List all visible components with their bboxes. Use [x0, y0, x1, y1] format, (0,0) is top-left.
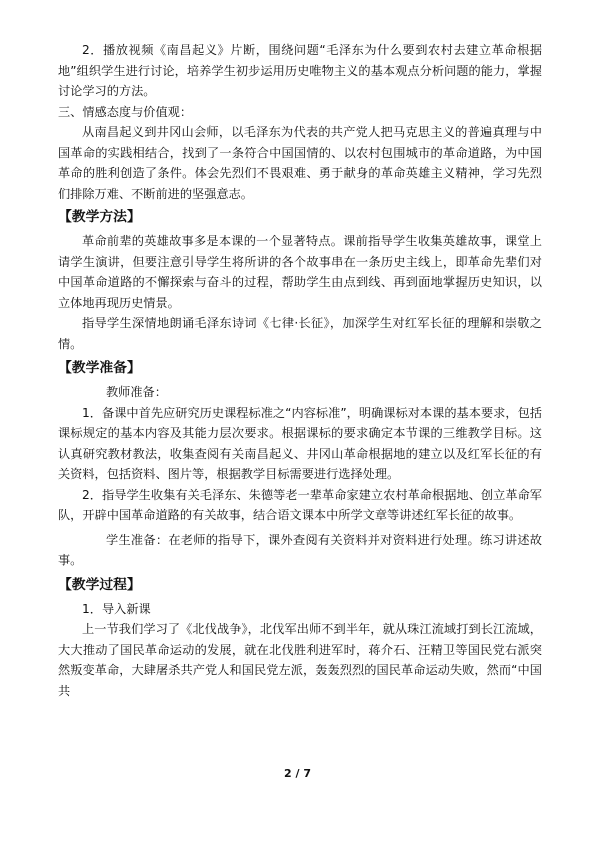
- paragraph-intro-title: 1．导入新课: [82, 601, 151, 616]
- paragraph-teacher-prep-label: 教师准备：: [106, 385, 167, 399]
- section-heading-values: 三、情感态度与价值观：: [58, 104, 193, 119]
- paragraph-student-prep: 学生准备：在老师的指导下，课外查阅有关资料并对资料进行处理。练习讲述故事。: [58, 532, 542, 567]
- page-number: 2 / 7: [284, 767, 311, 780]
- paragraph-video-discussion: 2．播放视频《南昌起义》片断，围绕问题“毛泽东为什么要到农村去建立革命根据地”组织学生进行讨论，培养学生初步运用历史唯物主义的基本观点分析问题的能力，掌握讨论学习的方法。: [58, 43, 542, 98]
- paragraph-values: 从南昌起义到井冈山会师，以毛泽东为代表的共产党人把马克思主义的普遍真理与中国革命的实践相结合，找到了一条符合中国国情的、以农村包围城市的革命道路，为中国革命的胜利创造了条件。体会先烈们不畏艰难、勇于献身的革命英雄主义精神，学习先烈们排除万难、不断前进的坚强意志。: [58, 125, 542, 201]
- paragraph-prep-standards: 1．备课中首先应研究历史课程标准之“内容标准”，明确课标对本课的基本要求，包括课标规定的基本内容及其能力层次要求。根据课标的要求确定本节课的三维教学目标。这认真研究教材教法，收集查阅有关南昌起义、井冈山革命根据地的建立以及红军长征的有关资料，包括资料、图片等，根据教学目标需要进行选择处理。: [58, 405, 542, 481]
- heading-teaching-method: 【教学方法】: [58, 209, 141, 225]
- paragraph-prep-stories: 2．指导学生收集有关毛泽东、朱德等老一辈革命家建立农村革命根据地、创立革命军队，开辟中国革命道路的有关故事，结合语文课本中所学文章等讲述红军长征的故事。: [58, 487, 542, 522]
- paragraph-intro: 上一节我们学习了《北伐战争》，北伐军出师不到半年，就从珠江流域打到长江流域，大大推动了国民革命运动的发展，就在北伐胜利进军时，蒋介石、汪精卫等国民党右派突然叛变革命，大肆屠杀共产党人和国民党左派，轰轰烈烈的国民革命运动失败，然而“中国共: [58, 622, 542, 698]
- paragraph-method-poem: 指导学生深情地朗诵毛泽东诗词《七律·长征》，加深学生对红军长征的理解和崇敬之情。: [58, 316, 542, 351]
- heading-teaching-process: 【教学过程】: [58, 576, 141, 593]
- page-content: [58, 40, 542, 701]
- heading-teaching-preparation: 【教学准备】: [58, 360, 141, 376]
- paragraph-method-stories: 革命前辈的英雄故事多是本课的一个显著特点。课前指导学生收集英雄故事，课堂上请学生演讲，但要注意引导学生将所讲的各个故事串在一条历史主线上，即革命先辈们对中国革命道路的不懈探索与奋斗的过程，帮助学生由点到线、再到面地掌握历史知识，以立体地再现历史情景。: [58, 234, 542, 310]
